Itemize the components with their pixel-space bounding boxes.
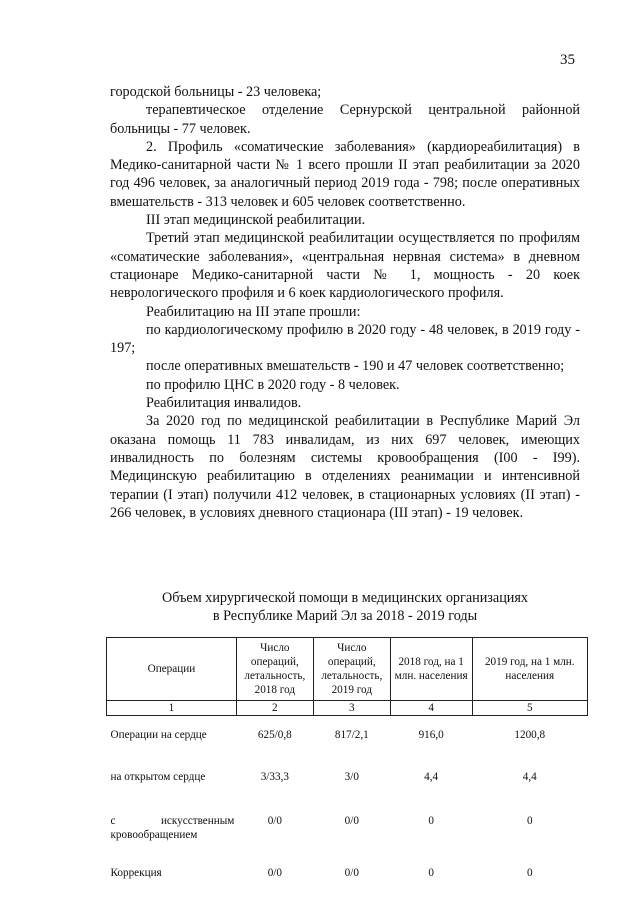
value-cell: 0 <box>428 815 434 827</box>
column-number: 2 <box>236 701 313 716</box>
paragraph: терапевтическое отделение Сернурской центральной районной больницы - 77 человек. <box>110 102 580 137</box>
column-number: 3 <box>313 701 390 716</box>
table-title-line: Объем хирургической помощи в медицинских организациях <box>161 590 529 606</box>
operation-cell: Операции на сердце <box>110 729 207 741</box>
value-cell: 4,4 <box>424 771 439 783</box>
column-number: 4 <box>390 701 472 716</box>
operation-cell: на открытом сердце <box>110 771 206 783</box>
value-cell: 916,0 <box>418 729 444 741</box>
body-text <box>110 83 580 522</box>
value-cell: 1200,8 <box>514 729 546 741</box>
surgery-table <box>106 637 588 894</box>
header-cell: 2019 год, на 1 млн. населения <box>472 638 587 701</box>
page-number: 35 <box>560 52 575 68</box>
paragraph: по кардиологическому профилю в 2020 году - 48 человек, в 2019 году - 197; <box>110 321 580 357</box>
operation-cell: с искусственным кровообращением <box>110 815 235 841</box>
value-cell: 0/0 <box>267 815 282 827</box>
value-cell: 0 <box>526 815 533 827</box>
header-cell: 2018 год, на 1 млн. населения <box>390 638 472 701</box>
value-cell: 0/0 <box>267 867 282 879</box>
operation-cell: Коррекция <box>110 867 162 879</box>
value-cell: 3/0 <box>344 771 359 783</box>
column-number-row <box>107 701 588 716</box>
table-row <box>107 802 588 854</box>
table-row <box>107 854 588 894</box>
header-cell: Операции <box>107 638 237 701</box>
column-number: 1 <box>107 701 237 716</box>
section-heading: Реабилитация инвалидов. <box>146 395 302 412</box>
paragraph: За 2020 год по медицинской реабилитации в Республике Марий Эл оказана помощь 11 783 инвалидам, из них 697 человек, имеющих инвалидность по болезням системы кровообращения (I00 - I99). Медицинскую реабилитацию в отделениях реанимации и интенсивной терапии (I этап) получили 412 человек, в стационарных условиях (II этап) - 266 человек, в условиях дневного стационара (III этап) - 19 человек. <box>110 413 580 521</box>
table-title <box>110 589 580 626</box>
value-cell: 3/33,3 <box>260 771 289 783</box>
value-cell: 817/2,1 <box>334 729 369 741</box>
header-cell: Число операций, летальность, 2018 год <box>236 638 313 701</box>
paragraph: Третий этап медицинской реабилитации осуществляется по профилям «соматические заболевания», «центральная нервная система» в дневном стационаре Медико-санитарной части № 1, мощность - 20 коек неврологического профиля и 6 коек кардиологического профиля. <box>110 230 580 302</box>
paragraph: городской больницы - 23 человека; <box>110 84 322 100</box>
value-cell: 625/0,8 <box>257 729 292 741</box>
paragraph: по профилю ЦНС в 2020 году - 8 человек. <box>146 376 400 393</box>
value-cell: 0/0 <box>344 815 359 827</box>
section-heading: III этап медицинской реабилитации. <box>146 212 366 229</box>
value-cell: 0 <box>526 867 533 879</box>
value-cell: 0 <box>428 867 434 879</box>
table-title-line: в Республике Марий Эл за 2018 - 2019 годы <box>212 608 478 625</box>
paragraph: 2. Профиль «соматические заболевания» (кардиореабилитация) в Медико-санитарной части № 1 всего прошли II этап реабилитации за 2020 год 496 человек, за аналогичный период 2019 года - 798; после оперативных вмешательств - 313 человек и 605 человек соответственно. <box>110 138 580 210</box>
value-cell: 0/0 <box>344 867 359 879</box>
table-header-row <box>107 638 588 701</box>
column-number: 5 <box>472 701 587 716</box>
table-row <box>107 716 588 759</box>
header-cell: Число операций, летальность, 2019 год <box>313 638 390 701</box>
paragraph: после оперативных вмешательств - 190 и 47 человек соответственно; <box>146 358 565 375</box>
value-cell: 4,4 <box>522 771 537 783</box>
table-row <box>107 758 588 802</box>
paragraph: Реабилитацию на III этапе прошли: <box>146 303 361 320</box>
